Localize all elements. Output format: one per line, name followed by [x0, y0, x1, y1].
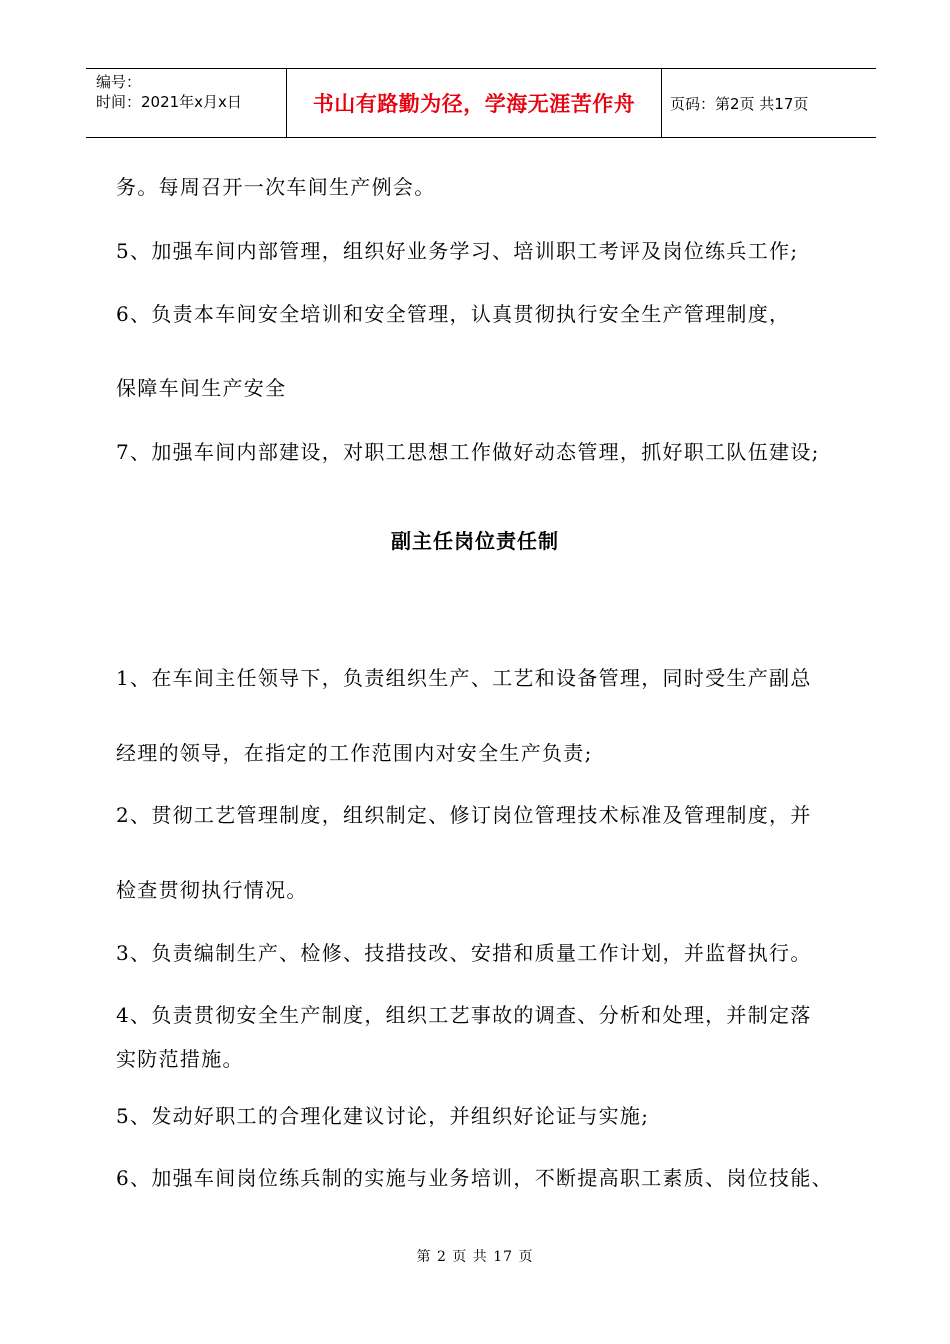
paragraph-line: 4、负责贯彻安全生产制度，组织工艺事故的调查、分析和处理，并制定落 — [116, 1003, 812, 1027]
section-title: 副主任岗位责任制 — [391, 529, 559, 553]
header-page-number: 页码：第2页 共17页 — [670, 94, 809, 113]
paragraph-line: 6、加强车间岗位练兵制的实施与业务培训，不断提高职工素质、岗位技能、 — [116, 1166, 833, 1190]
paragraph-line: 检查贯彻执行情况。 — [116, 878, 308, 902]
paragraph-line: 1、在车间主任领导下，负责组织生产、工艺和设备管理，同时受生产副总 — [116, 666, 812, 690]
paragraph-line: 5、加强车间内部管理，组织好业务学习、培训职工考评及岗位练兵工作; — [116, 239, 799, 263]
paragraph-line: 7、加强车间内部建设，对职工思想工作做好动态管理，抓好职工队伍建设; — [116, 440, 820, 464]
paragraph-line: 实防范措施。 — [116, 1047, 244, 1071]
code-label: 编号： — [96, 73, 142, 91]
header-meta — [86, 69, 287, 137]
header-motto: 书山有路勤为径，学海无涯苦作舟 — [287, 69, 662, 137]
document-header — [86, 68, 876, 138]
paragraph-line: 3、负责编制生产、检修、技措技改、安措和质量工作计划，并监督执行。 — [116, 941, 812, 965]
paragraph-line: 保障车间生产安全 — [116, 376, 287, 400]
paragraph-line: 务。每周召开一次车间生产例会。 — [116, 175, 436, 199]
page-footer: 第 2 页 共 17 页 — [416, 1249, 534, 1265]
paragraph-line: 5、发动好职工的合理化建议讨论，并组织好论证与实施; — [116, 1104, 650, 1128]
paragraph-line: 经理的领导，在指定的工作范围内对安全生产负责; — [116, 741, 593, 765]
paragraph-line: 2、贯彻工艺管理制度，组织制定、修订岗位管理技术标准及管理制度，并 — [116, 803, 812, 827]
time-label: 时间：2021年x月x日 — [96, 93, 242, 111]
paragraph-line: 6、负责本车间安全培训和安全管理，认真贯彻执行安全生产管理制度， — [116, 302, 791, 326]
